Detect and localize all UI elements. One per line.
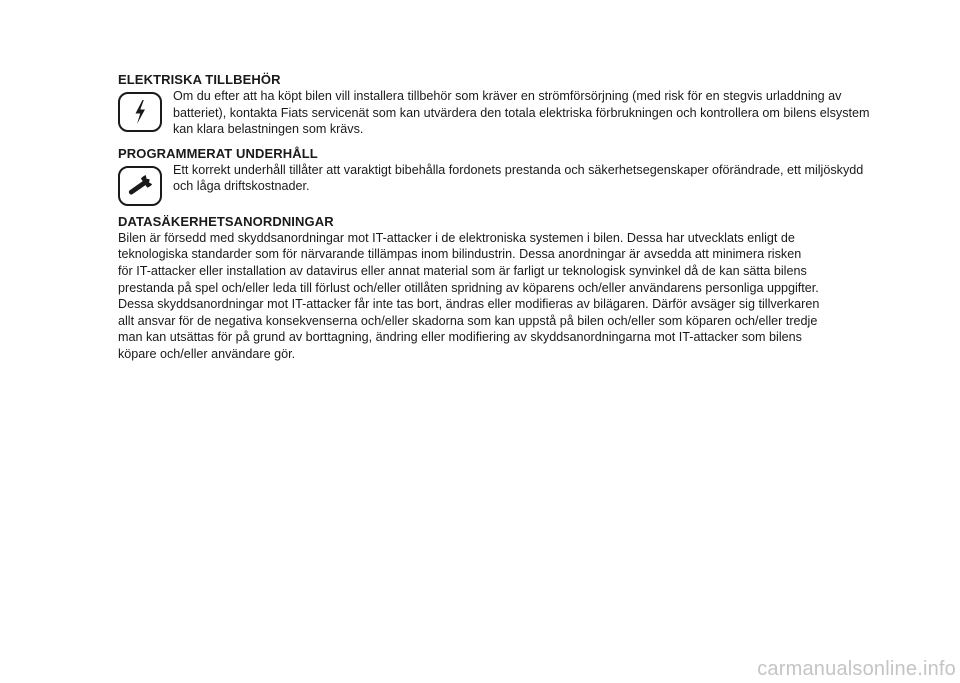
section-heading: DATASÄKERHETSANORDNINGAR	[118, 213, 334, 229]
section-text	[173, 162, 863, 195]
text-line: teknologiska standarder som för närvarande tillämpas inom bilindustrin. Dessa anordningar är avsedda att minimera risken	[118, 247, 802, 262]
section-heading: ELEKTRISKA TILLBEHÖR	[118, 72, 281, 87]
section-body-row	[118, 88, 908, 138]
text-line: batteriet), kontakta Fiats servicenät som kan utvärdera den totala elektriska förbrukningen och kontrollera om bilens elsystem	[173, 105, 870, 120]
text-line: för IT-attacker eller installation av datavirus eller annat material som är farligt ur teknologisk synvinkel då de kan sätta bilens	[118, 263, 807, 278]
text-line: Om du efter att ha köpt bilen vill installera tillbehör som kräver en strömförsörjning (med risk för en stegvis urladdning av	[173, 89, 842, 103]
text-line: Ett korrekt underhåll tillåter att varaktigt bibehålla fordonets prestanda och säkerhetsegenskaper oförändrade, ett miljöskydd	[173, 162, 864, 177]
section-heading: PROGRAMMERAT UNDERHÅLL	[118, 145, 318, 161]
section-text	[118, 230, 908, 363]
manual-page	[118, 72, 908, 367]
text-line: allt ansvar för de negativa konsekvenserna och/eller skadorna som kan uppstå på bilen och/eller som köparen och/eller tredje	[118, 313, 818, 328]
section-scheduled-maintenance	[118, 146, 908, 206]
text-line: Dessa skyddsanordningar mot IT-attacker får inte tas bort, ändras eller modifieras av bilägaren. Därför avsäger sig tillverkaren	[118, 297, 820, 312]
text-line: man kan utsättas för på grund av borttagning, ändring eller modifiering av skyddsanordningarna mot IT-attacker som bilens	[118, 330, 802, 345]
text-line: Bilen är försedd med skyddsanordningar mot IT-attacker i de elektroniska systemen i bilen. Dessa har utvecklats enligt de	[118, 230, 795, 245]
watermark-text: carmanualsonline.info	[757, 658, 956, 680]
text-line: och låga driftskostnader.	[173, 179, 310, 194]
section-data-security	[118, 214, 908, 363]
lightning-bolt-icon	[118, 92, 162, 132]
section-electrical-accessories	[118, 72, 908, 138]
text-line: köpare och/eller användare gör.	[118, 346, 296, 361]
text-line: prestanda på spel och/eller leda till förlust och/eller otillåten spridning av köparens och/eller användarens personliga uppgifter.	[118, 280, 819, 295]
text-line: kan klara belastningen som krävs.	[173, 122, 364, 137]
section-text	[173, 88, 870, 138]
wrench-icon	[118, 166, 162, 206]
section-body-row	[118, 162, 908, 206]
